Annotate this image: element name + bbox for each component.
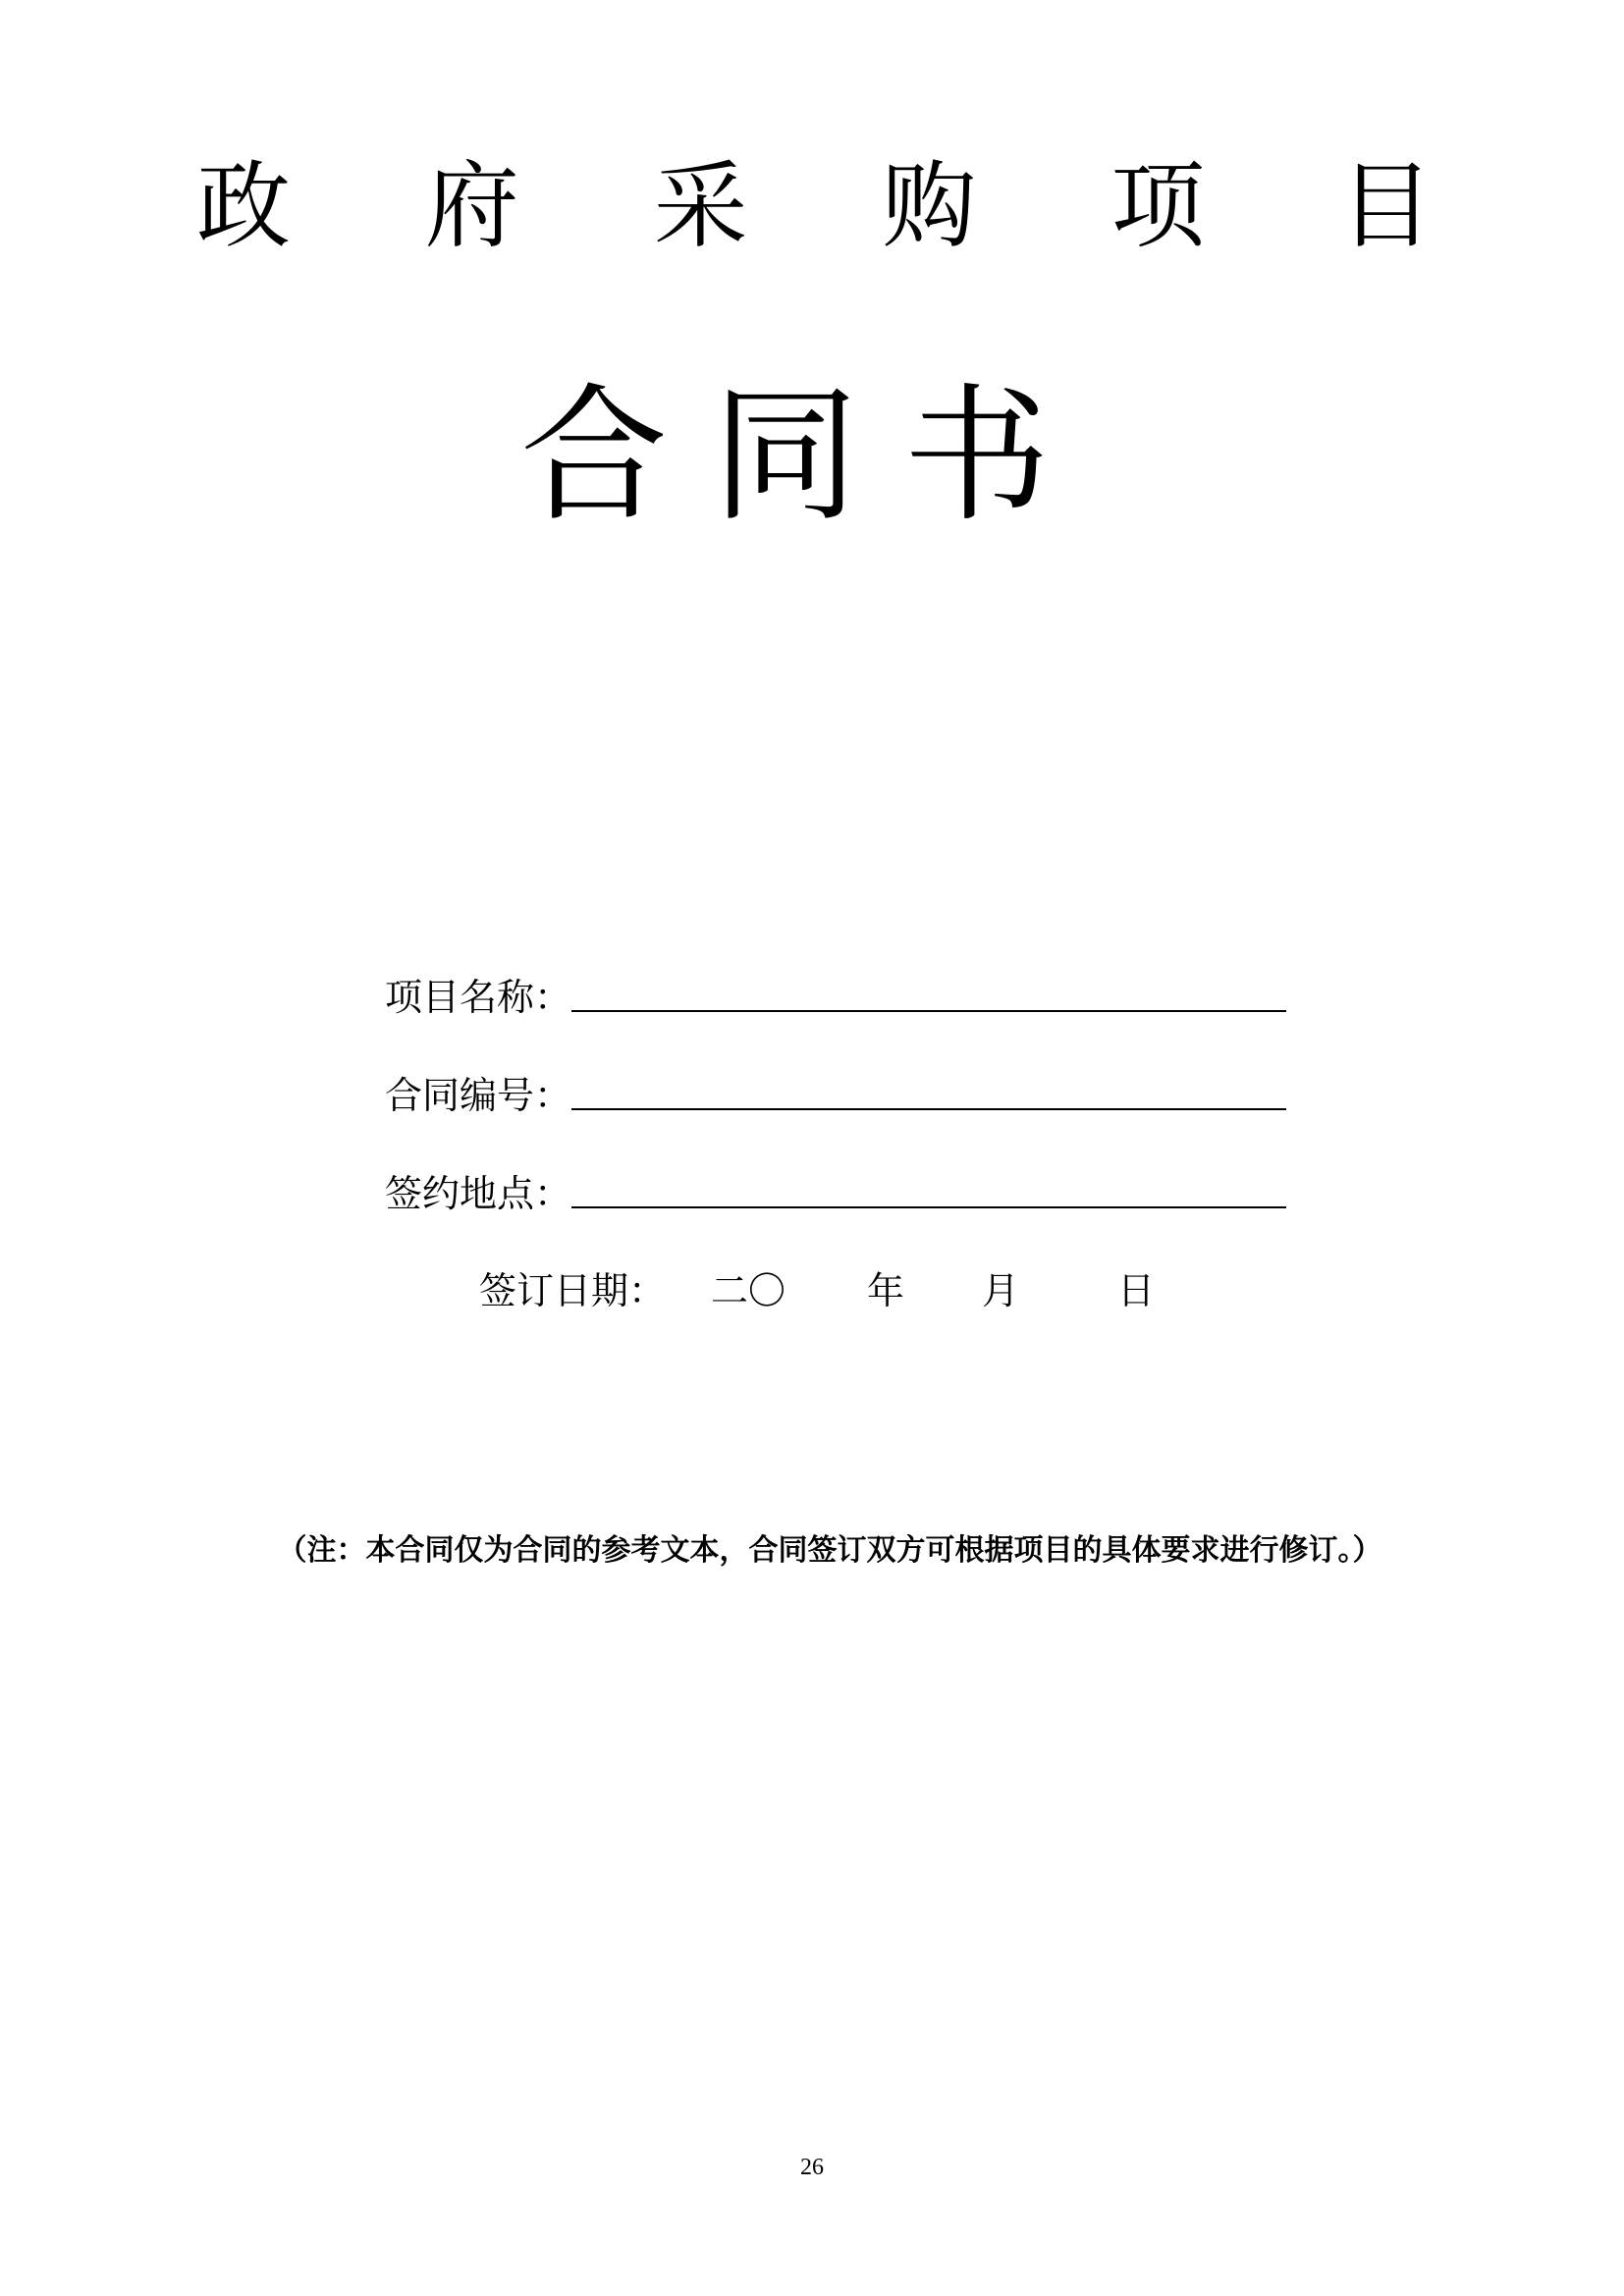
signing-place-label: 签约地点： <box>385 1172 572 1215</box>
contract-number-blank-line <box>571 1108 1286 1110</box>
subtitle-char: 合 <box>520 371 669 542</box>
title-char: 政 <box>196 151 291 261</box>
page-number: 26 <box>800 2155 824 2180</box>
subtitle-char: 书 <box>902 371 1051 542</box>
project-name-blank-line <box>571 1010 1286 1012</box>
signing-date-label: 签订日期： <box>479 1269 667 1312</box>
contract-number-label: 合同编号： <box>385 1074 572 1117</box>
project-name-label: 项目名称： <box>385 976 572 1019</box>
month-unit: 月 <box>982 1269 1020 1312</box>
title-char: 购 <box>882 151 977 261</box>
day-unit: 日 <box>1117 1269 1156 1312</box>
title-char: 府 <box>424 151 519 261</box>
document-subtitle <box>520 373 1051 540</box>
revision-note: （注：本合同仅为合同的参考文本，合同签订双方可根据项目的具体要求进行修订。） <box>277 1533 1382 1568</box>
year-unit: 年 <box>867 1269 905 1312</box>
signing-place-field <box>385 1153 1286 1215</box>
title-char: 项 <box>1110 151 1206 261</box>
title-char: 采 <box>653 151 748 261</box>
title-char: 目 <box>1338 151 1434 261</box>
project-name-field <box>385 957 1286 1019</box>
contract-number-field <box>385 1055 1286 1117</box>
subtitle-char: 同 <box>711 371 859 542</box>
signing-place-blank-line <box>571 1206 1286 1208</box>
document-title <box>196 147 1434 265</box>
year-prefix: 二〇 <box>711 1269 786 1312</box>
